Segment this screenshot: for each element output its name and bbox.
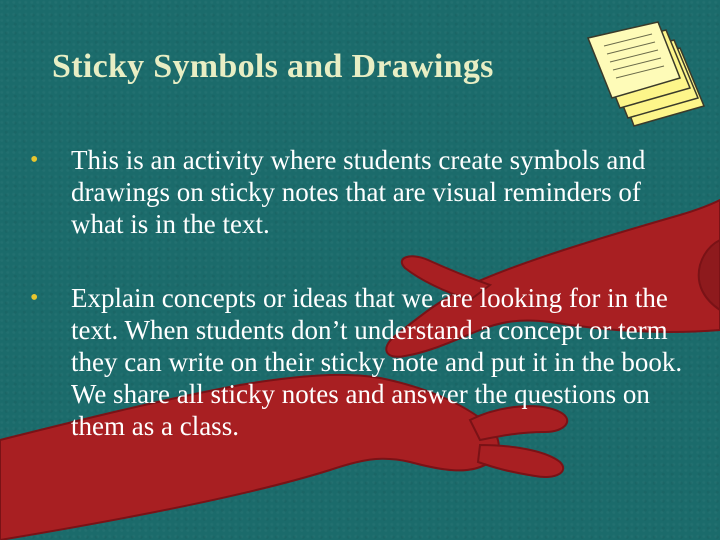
sticky-notes-icon [582,18,710,136]
bullet-item [30,282,690,442]
slide-title: Sticky Symbols and Drawings [52,48,494,85]
bullet-list [30,144,690,484]
bullet-marker: • [30,147,39,173]
bullet-text: Explain concepts or ideas that we are looking for in the text. When students don’t understand a concept or term they can write on their sticky note and put it in the book. We share all sticky notes and answer the questions on them as a class. [71,283,683,441]
bullet-marker: • [30,285,39,311]
bullet-text: This is an activity where students create symbols and drawings on sticky notes that are visual reminders of what is in the text. [71,145,646,239]
bullet-item [30,144,690,240]
